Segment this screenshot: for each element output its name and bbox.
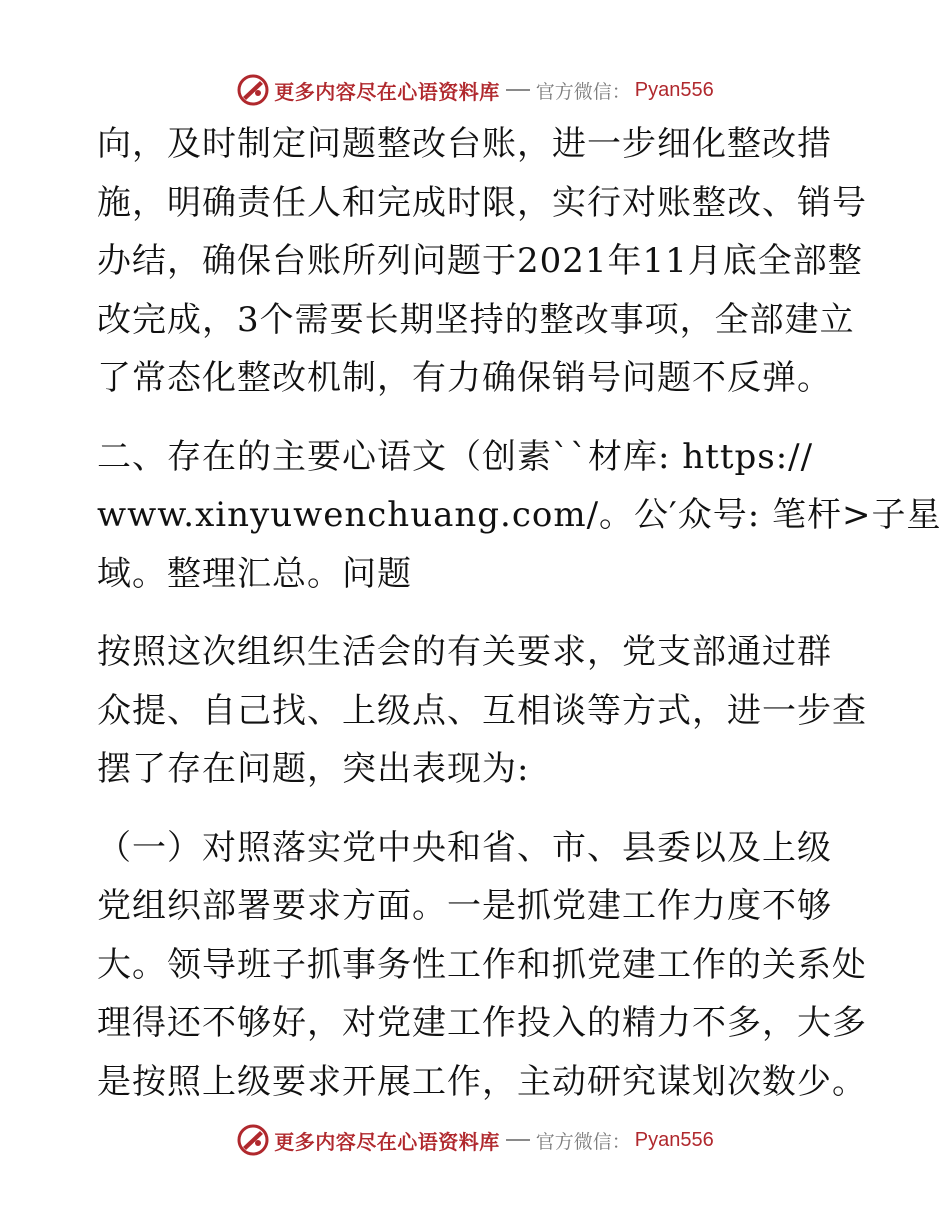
- brand-logo-icon: [236, 1123, 270, 1157]
- footer-banner: [0, 1120, 950, 1160]
- banner-wechat-label: 官方微信：: [535, 80, 631, 103]
- text-line: 大。领导班子抓事务性工作和抓党建工作的关系处: [97, 944, 867, 985]
- text-line: 众提、自己找、上级点、互相谈等方式，进一步查: [97, 690, 867, 731]
- banner-brand-text: 更多内容尽在心语资料库: [274, 79, 500, 104]
- banner-separator: [506, 89, 530, 91]
- banner-separator: [506, 1139, 530, 1141]
- section-heading: [97, 435, 942, 596]
- text-line: 域。整理汇总。问题: [97, 553, 412, 594]
- banner-wechat-label: 官方微信：: [535, 1130, 631, 1153]
- brand-logo-icon: [236, 73, 270, 107]
- paragraph-1: [97, 122, 867, 400]
- paragraph-4: [97, 826, 867, 1104]
- text-line: 按照这次组织生活会的有关要求，党支部通过群: [97, 632, 832, 672]
- banner-brand-text: 更多内容尽在心语资料库: [274, 1129, 500, 1154]
- document-body: [97, 122, 942, 1118]
- text-line: 党组织部署要求方面。一是抓党建工作力度不够: [97, 886, 832, 926]
- text-line: 二、存在的主要心语文（创素``材库: https://: [97, 436, 814, 477]
- text-line: 办结，确保台账所列问题于2021年11月底全部整: [97, 241, 863, 281]
- text-line: （一）对照落实党中央和省、市、县委以及上级: [97, 827, 832, 868]
- banner-wechat-id: Pyan556: [634, 1128, 714, 1151]
- text-line: 向，及时制定问题整改台账，进一步细化整改措: [97, 124, 832, 164]
- paragraph-3: [97, 630, 867, 791]
- text-line: 理得还不够好，对党建工作投入的精力不多，大多: [97, 1003, 867, 1043]
- text-line: 摆了存在问题，突出表现为:: [97, 749, 530, 789]
- text-line: 是按照上级要求开展工作，主动研究谋划次数少。: [97, 1061, 867, 1102]
- text-line: www.xinyuwenchuang.com/。公′众号: 笔杆>子星: [97, 495, 942, 535]
- text-line: 了常态化整改机制，有力确保销号问题不反弹。: [97, 358, 832, 398]
- text-line: 施，明确责任人和完成时限，实行对账整改、销号: [97, 182, 867, 223]
- banner-wechat-id: Pyan556: [634, 78, 714, 101]
- header-banner: [0, 70, 950, 110]
- text-line: 改完成，3个需要长期坚持的整改事项，全部建立: [97, 299, 855, 340]
